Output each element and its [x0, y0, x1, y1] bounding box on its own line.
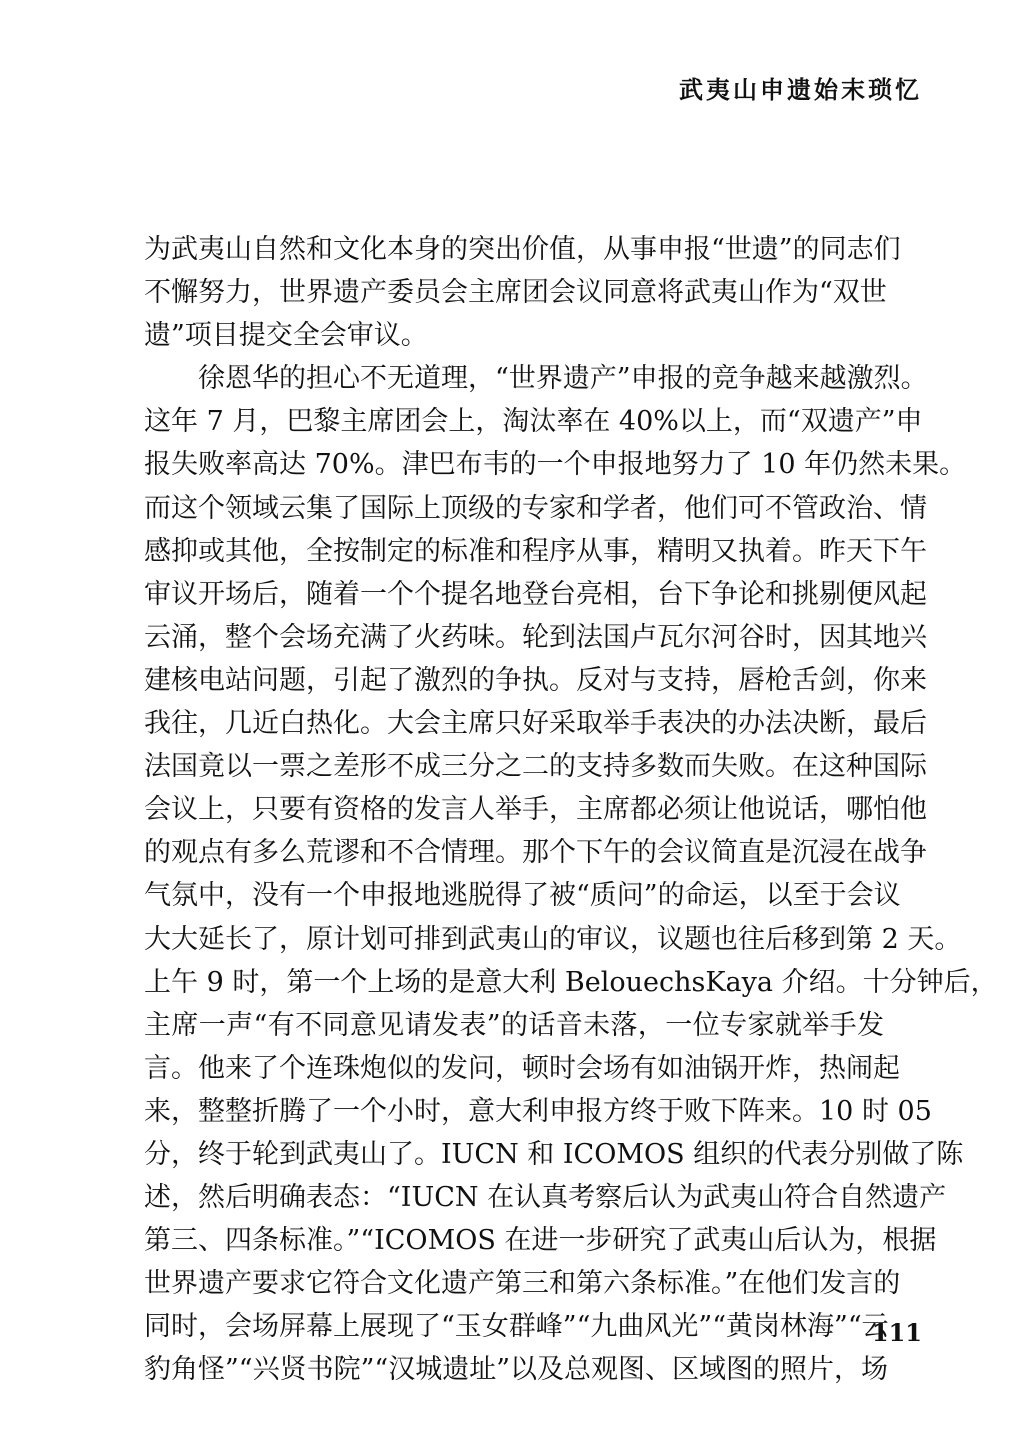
text-line: 分，终于轮到武夷山了。IUCN 和 ICOMOS 组织的代表分别做了陈	[144, 1138, 964, 1170]
text-line: 述，然后明确表态：“IUCN 在认真考察后认为武夷山符合自然遗产	[144, 1182, 947, 1214]
text-line: 第三、四条标准。”“ICOMOS 在进一步研究了武夷山后认为，根据	[144, 1225, 937, 1257]
text-line: 同时，会场屏幕上展现了“玉女群峰”“九曲风光”“黄岗林海”“云	[144, 1311, 889, 1343]
text-line: 报失败率高达 70%。津巴布韦的一个申报地努力了 10 年仍然未果。	[144, 449, 967, 481]
text-line: 建核电站问题，引起了激烈的争执。反对与支持，唇枪舌剑，你来	[144, 664, 927, 696]
page-number: 111	[871, 1318, 922, 1347]
text-line: 大大延长了，原计划可排到武夷山的审议，议题也往后移到第 2 天。	[144, 923, 962, 955]
text-line: 上午 9 时，第一个上场的是意大利 BelouechsKaya 介绍。十分钟后，	[144, 966, 998, 998]
text-line: 审议开场后，随着一个个提名地登台亮相，台下争论和挑剔便风起	[144, 578, 927, 610]
text-line: 会议上，只要有资格的发言人举手，主席都必须让他说话，哪怕他	[144, 794, 927, 826]
text-line: 云涌，整个会场充满了火药味。轮到法国卢瓦尔河谷时，因其地兴	[144, 621, 927, 653]
text-line: 气氛中，没有一个申报地逃脱得了被“质问”的命运，以至于会议	[144, 880, 901, 912]
text-line: 主席一声“有不同意见请发表”的话音未落，一位专家就举手发	[144, 1009, 884, 1041]
text-line: 言。他来了个连珠炮似的发问，顿时会场有如油锅开炸，热闹起	[144, 1052, 900, 1084]
text-line: 的观点有多么荒谬和不合情理。那个下午的会议简直是沉浸在战争	[144, 837, 927, 869]
running-header: 武夷山申遗始末琐忆	[679, 75, 922, 104]
text-line: 感抑或其他，全按制定的标准和程序从事，精明又执着。昨天下午	[144, 535, 927, 567]
text-line: 不懈努力，世界遗产委员会主席团会议同意将武夷山作为“双世	[144, 277, 887, 309]
text-line: 豹角怪”“兴贤书院”“汉城遗址”以及总观图、区域图的照片，场	[144, 1354, 889, 1386]
text-line: 而这个领域云集了国际上顶级的专家和学者，他们可不管政治、情	[144, 492, 927, 524]
text-line: 来，整整折腾了一个小时，意大利申报方终于败下阵来。10 时 05	[144, 1095, 932, 1127]
text-line: 法国竟以一票之差形不成三分之二的支持多数而失败。在这种国际	[144, 751, 927, 783]
text-line: 世界遗产要求它符合文化遗产第三和第六条标准。”在他们发言的	[144, 1268, 901, 1300]
text-line: 遗”项目提交全会审议。	[144, 320, 428, 352]
text-line: 这年 7 月，巴黎主席团会上，淘汰率在 40%以上，而“双遗产”申	[144, 406, 923, 438]
text-line: 我往，几近白热化。大会主席只好采取举手表决的办法决断，最后	[144, 708, 927, 740]
text-line: 为武夷山自然和文化本身的突出价值，从事申报“世遗”的同志们	[144, 234, 901, 265]
text-line: 徐恩华的担心不无道理，“世界遗产”申报的竞争越来越激烈。	[144, 363, 928, 395]
